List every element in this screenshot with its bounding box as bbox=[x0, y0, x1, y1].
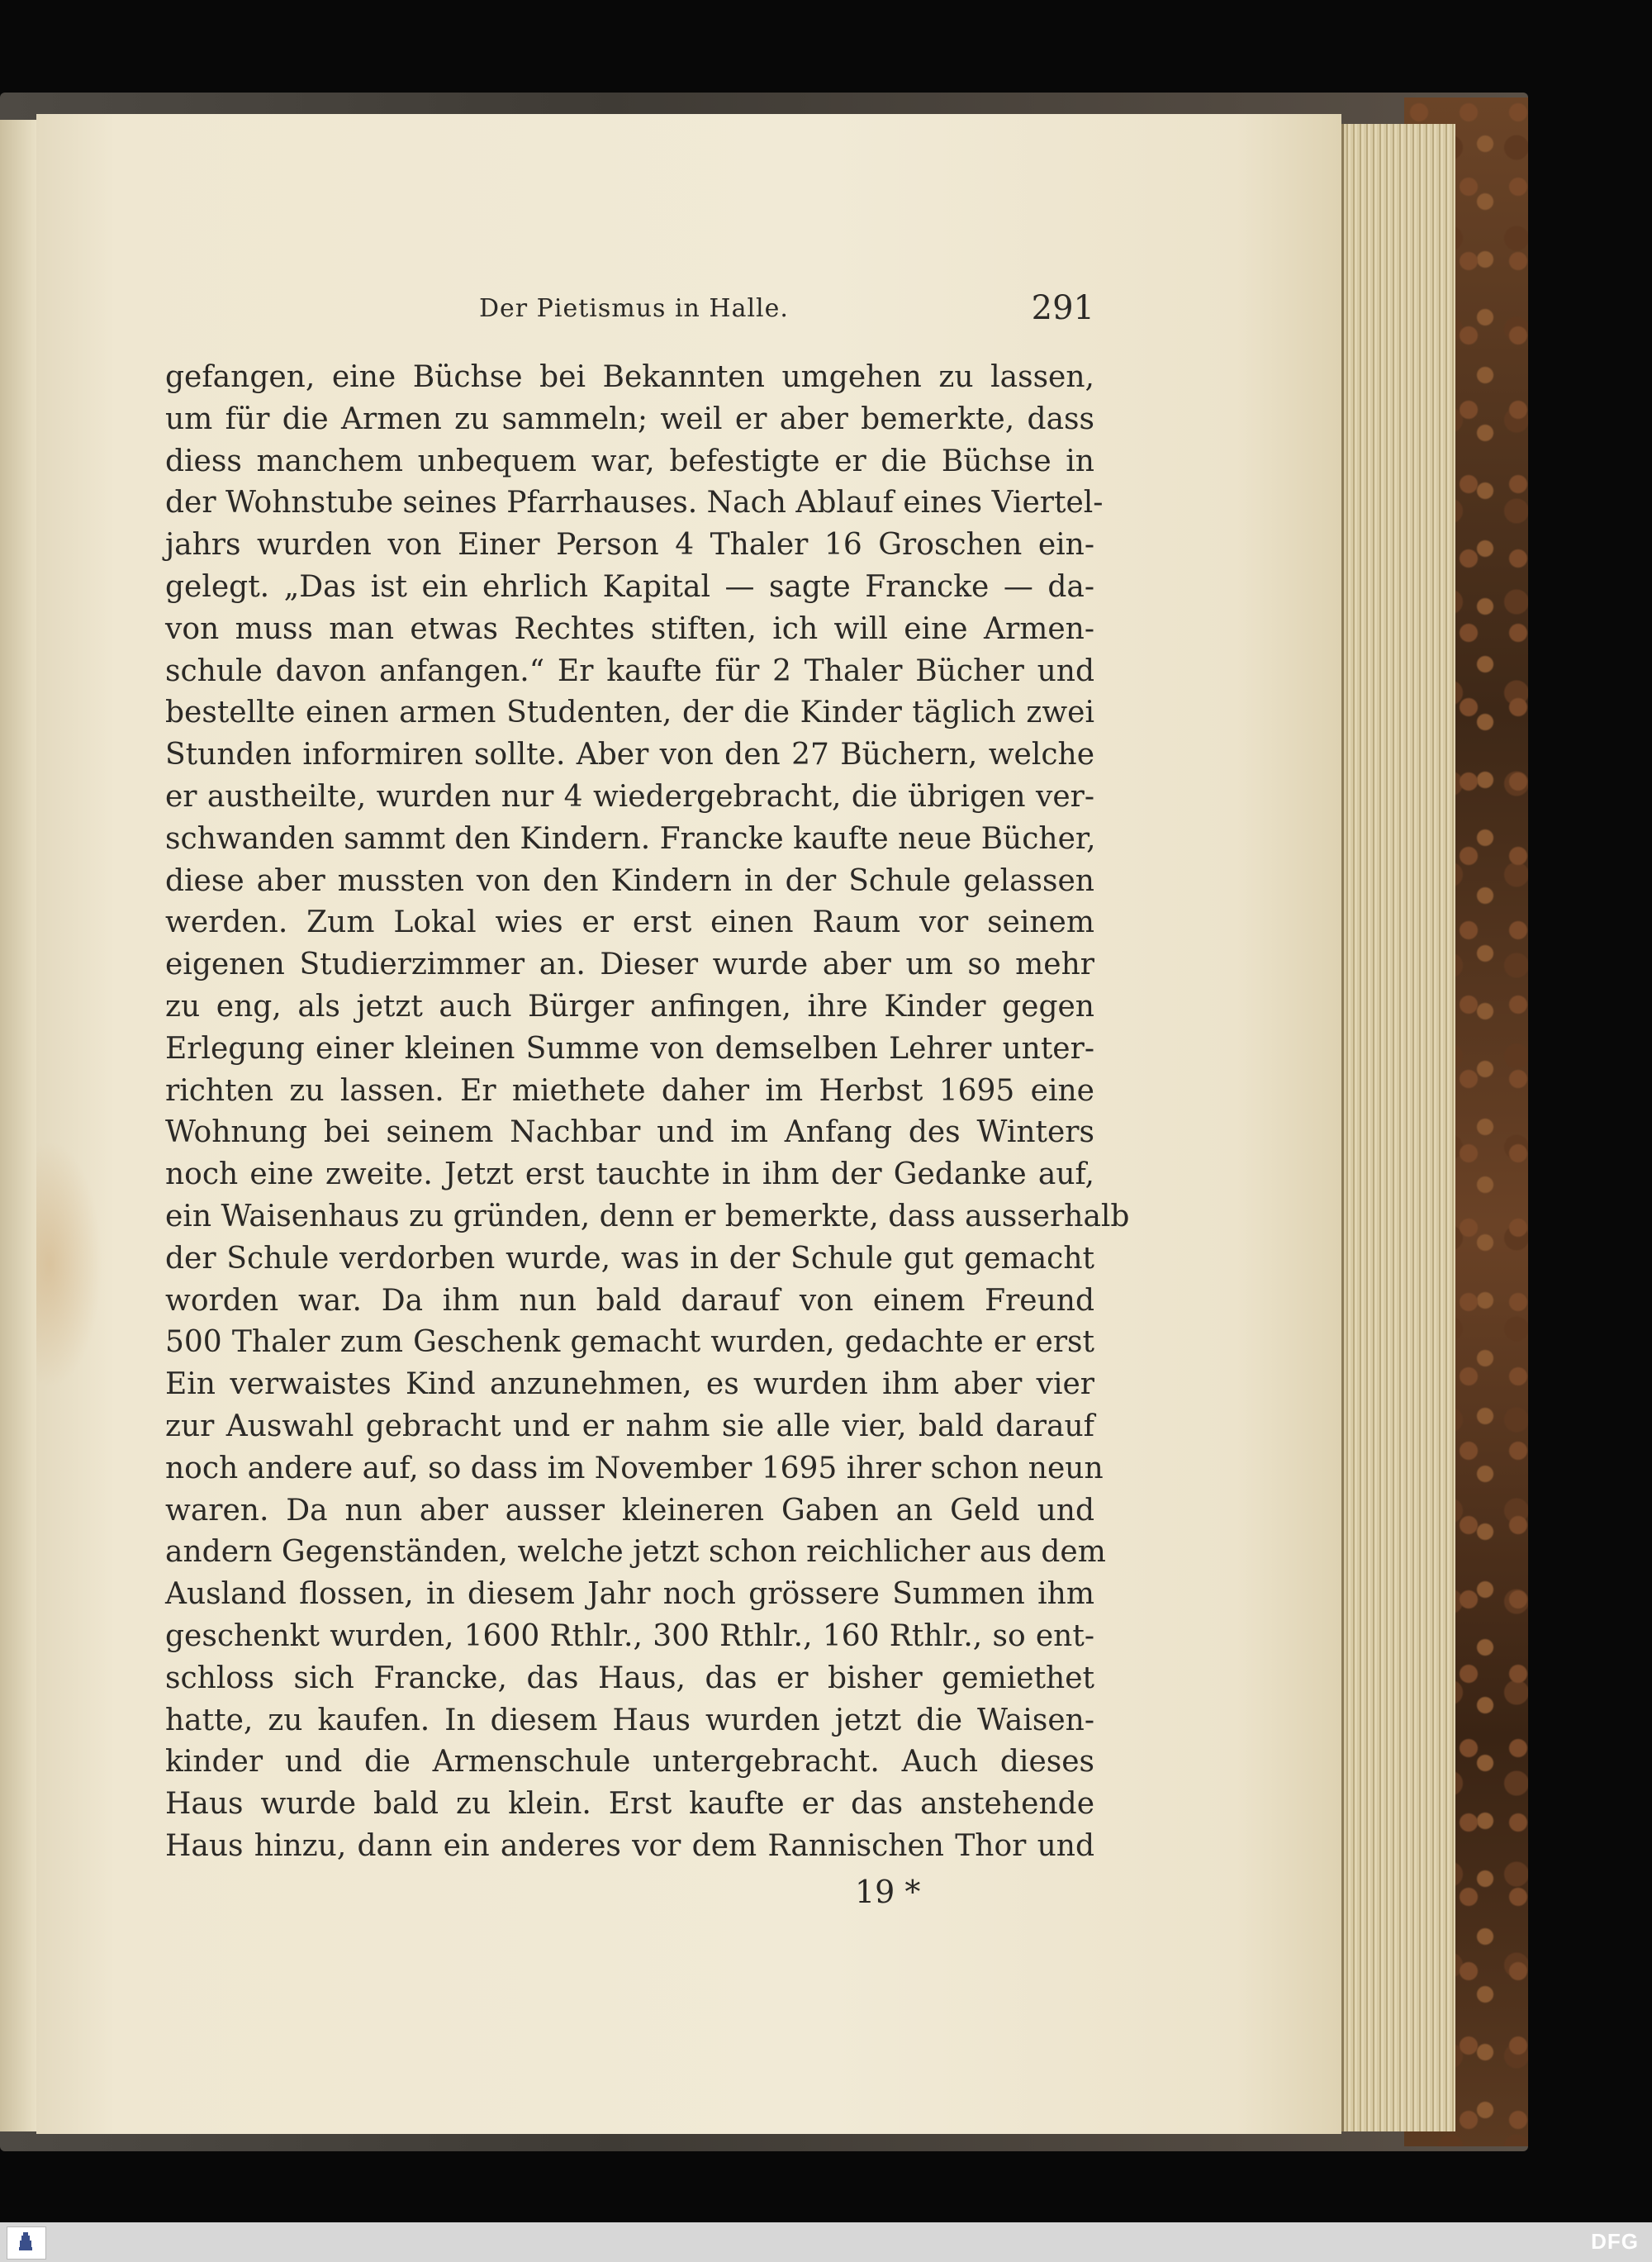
library-logo[interactable] bbox=[7, 2226, 46, 2260]
text-line: kinder und die Armenschule untergebracht. Auch dieses bbox=[165, 1745, 1094, 1780]
facing-page-edge bbox=[0, 120, 38, 2131]
text-line: Haus hinzu, dann ein anderes vor dem Rannischen Thor und bbox=[165, 1828, 1094, 1863]
dfg-logo[interactable]: DFG bbox=[1591, 2229, 1639, 2254]
text-line: gelegt. „Das ist ein ehrlich Kapital — sagte Francke — da- bbox=[165, 569, 1094, 604]
running-head bbox=[165, 289, 1094, 339]
text-line: hatte, zu kaufen. In diesem Haus wurden jetzt die Waisen- bbox=[165, 1703, 1094, 1737]
text-line: Haus wurde bald zu klein. Erst kaufte er das anstehende bbox=[165, 1787, 1094, 1822]
text-line: noch andere auf, so dass im November 1695 ihrer schon neun bbox=[165, 1451, 1104, 1485]
text-line: andern Gegenständen, welche jetzt schon reichlicher aus dem bbox=[165, 1535, 1106, 1570]
text-line: schule davon anfangen.“ Er kaufte für 2 Thaler Bücher und bbox=[165, 653, 1094, 688]
text-line: der Wohnstube seines Pfarrhauses. Nach Ablauf eines Viertel- bbox=[165, 486, 1104, 520]
text-line: jahrs wurden von Einer Person 4 Thaler 16 Groschen ein- bbox=[165, 528, 1094, 563]
text-line: werden. Zum Lokal wies er erst einen Raum vor seinem bbox=[165, 905, 1094, 940]
text-line: geschenkt wurden, 1600 Rthlr., 300 Rthlr., 160 Rthlr., so ent- bbox=[165, 1618, 1094, 1653]
text-line: 500 Thaler zum Geschenk gemacht wurden, gedachte er erst bbox=[165, 1325, 1094, 1360]
library-logo-icon bbox=[19, 2232, 32, 2250]
signature-mark: 19 * bbox=[855, 1874, 921, 1910]
text-line: gefangen, eine Büchse bei Bekannten umgehen zu lassen, bbox=[165, 360, 1094, 394]
text-line: zur Auswahl gebracht und er nahm sie alle vier, bald darauf bbox=[165, 1409, 1094, 1443]
text-line: noch eine zweite. Jetzt erst tauchte in ihm der Gedanke auf, bbox=[165, 1157, 1094, 1192]
text-line: Wohnung bei seinem Nachbar und im Anfang des Winters bbox=[165, 1115, 1094, 1150]
text-line: eigenen Studierzimmer an. Dieser wurde aber um so mehr bbox=[165, 948, 1094, 982]
viewer-footer bbox=[0, 2222, 1652, 2262]
text-line: waren. Da nun aber ausser kleineren Gaben an Geld und bbox=[165, 1493, 1094, 1528]
text-line: Erlegung einer kleinen Summe von demselben Lehrer unter- bbox=[165, 1031, 1094, 1066]
text-line: ein Waisenhaus zu gründen, denn er bemerkte, dass ausserhalb bbox=[165, 1199, 1130, 1233]
text-line: richten zu lassen. Er miethete daher im Herbst 1695 eine bbox=[165, 1073, 1094, 1108]
text-line: diess manchem unbequem war, befestigte er die Büchse in bbox=[165, 444, 1094, 478]
text-line: worden war. Da ihm nun bald darauf von einem Freund bbox=[165, 1283, 1094, 1318]
text-line: er austheilte, wurden nur 4 wiedergebracht, die übrigen ver- bbox=[165, 779, 1094, 814]
text-line: diese aber mussten von den Kindern in der Schule gelassen bbox=[165, 863, 1094, 898]
text-line: Ein verwaistes Kind anzunehmen, es wurden ihm aber vier bbox=[165, 1367, 1094, 1402]
body-text bbox=[165, 357, 1130, 1868]
text-line: zu eng, als jetzt auch Bürger anfingen, ihre Kinder gegen bbox=[165, 989, 1094, 1024]
text-line: schwanden sammt den Kindern. Francke kaufte neue Bücher, bbox=[165, 821, 1096, 856]
text-line: von muss man etwas Rechtes stiften, ich will eine Armen- bbox=[165, 611, 1094, 646]
text-line: um für die Armen zu sammeln; weil er aber bemerkte, dass bbox=[165, 402, 1094, 436]
text-line: der Schule verdorben wurde, was in der Schule gut gemacht bbox=[165, 1241, 1094, 1276]
text-line: Stunden informiren sollte. Aber von den 27 Büchern, welche bbox=[165, 738, 1094, 772]
page-stain bbox=[36, 1140, 102, 1388]
text-line: schloss sich Francke, das Haus, das er bisher gemiethet bbox=[165, 1661, 1094, 1695]
running-head-title: Der Pietismus in Halle. bbox=[479, 294, 789, 323]
page-number: 291 bbox=[1031, 289, 1094, 327]
text-line: bestellte einen armen Studenten, der die Kinder täglich zwei bbox=[165, 696, 1094, 730]
page-block-edges bbox=[1341, 124, 1455, 2131]
text-line: Ausland flossen, in diesem Jahr noch grössere Summen ihm bbox=[165, 1577, 1094, 1612]
